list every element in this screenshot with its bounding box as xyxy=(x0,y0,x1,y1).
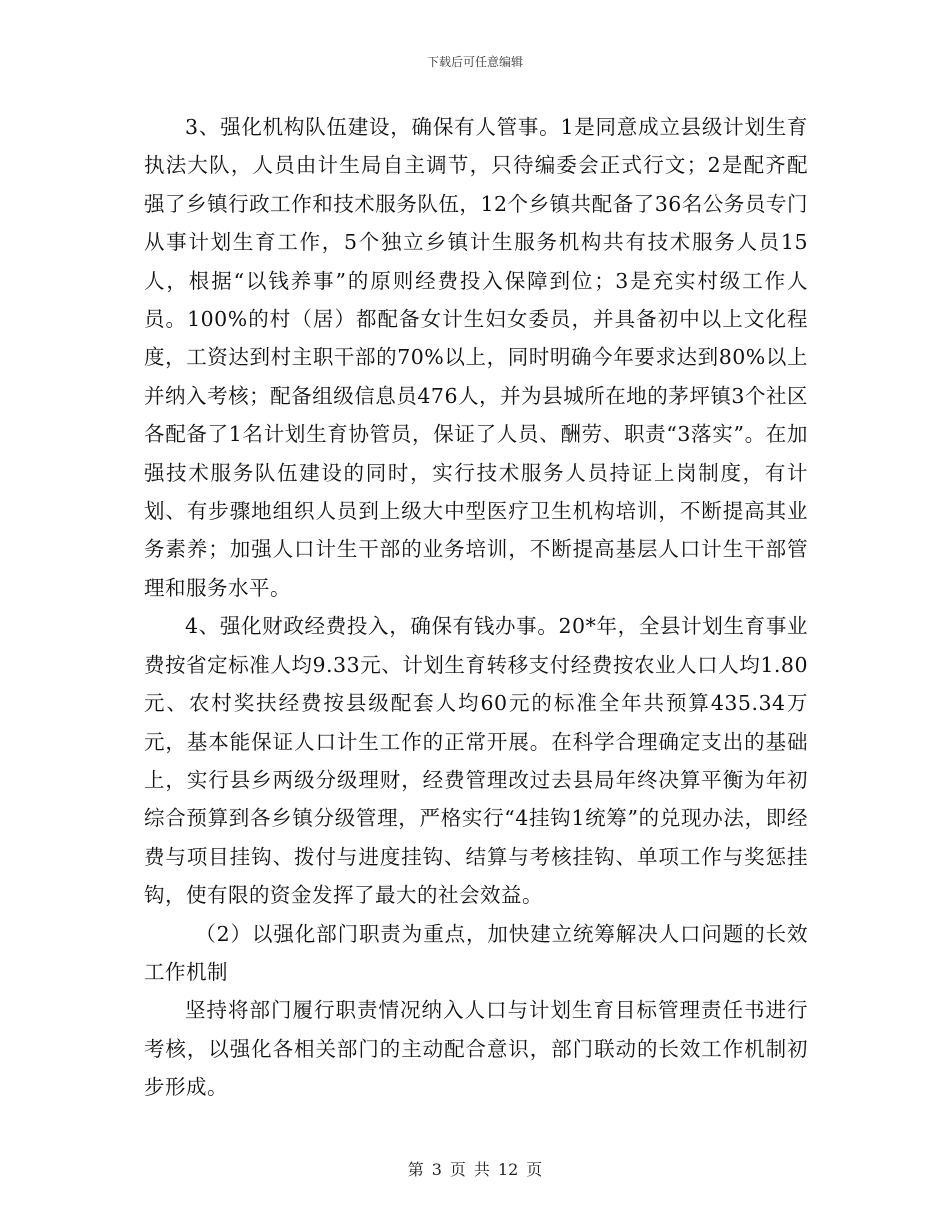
paragraph-mechanism: 坚持将部门履行职责情况纳入人口与计划生育目标管理责任书进行考核，以强化各相关部门的主动配合意识，部门联动的长效工作机制初步形成。 xyxy=(144,998,808,1100)
paragraph-funding: 4、强化财政经费投入，确保有钱办事。20*年，全县计划生育事业费按省定标准人均9.33元、计划生育转移支付经费按农业人口人均1.80元、农村奖扶经费按县级配套人均60元的标准全年共预算435.34万元，基本能保证人口计生工作的正常开展。在科学合理确定支出的基础上，实行县乡两级分级理财，经费管理改过去县局年终决算平衡为年初综合预算到各乡镇分级管理，严格实行“4挂钩1统筹”的兑现办法，即经费与项目挂钩、拨付与进度挂钩、结算与考核挂钩、单项工作与奖惩挂钩，使有限的资金发挥了最大的社会效益。 xyxy=(144,614,808,908)
document-body xyxy=(144,108,808,1107)
page-footer xyxy=(0,1157,950,1180)
footer-ye: 页 xyxy=(449,1160,466,1179)
footer-page-number: 3 xyxy=(431,1160,442,1179)
header-note: 下载后可任意编辑 xyxy=(426,55,523,69)
footer-ye-end: 页 xyxy=(526,1160,543,1179)
footer-gong: 共 xyxy=(473,1160,490,1179)
section-heading: （2）以强化部门职责为重点，加快建立统筹解决人口问题的长效工作机制 xyxy=(144,921,808,984)
footer-total-pages: 12 xyxy=(497,1160,519,1179)
footer-di: 第 xyxy=(407,1160,424,1179)
paragraph-staffing: 3、强化机构队伍建设，确保有人管事。1是同意成立县级计划生育执法大队，人员由计生局自主调节，只待编委会正式行文；2是配齐配强了乡镇行政工作和技术服务队伍，12个乡镇共配备了36名公务员专门从事计划生育工作，5个独立乡镇计生服务机构共有技术服务人员15人，根据“以钱养事”的原则经费投入保障到位；3是充实村级工作人员。100%的村（居）都配备女计生妇女委员，并具备初中以上文化程度，工资达到村主职干部的70%以上，同时明确今年要求达到80%以上并纳入考核；配备组级信息员476人，并为县城所在地的茅坪镇3个社区各配备了1名计划生育协管员，保证了人员、酬劳、职责“3落实”。在加强技术服务队伍建设的同时，实行技术服务人员持证上岗制度，有计划、有步骤地组织人员到上级大中型医疗卫生机构培训，不断提高其业务素养；加强人口计生干部的业务培训，不断提高基层人口计生干部管理和服务水平。 xyxy=(144,115,808,600)
